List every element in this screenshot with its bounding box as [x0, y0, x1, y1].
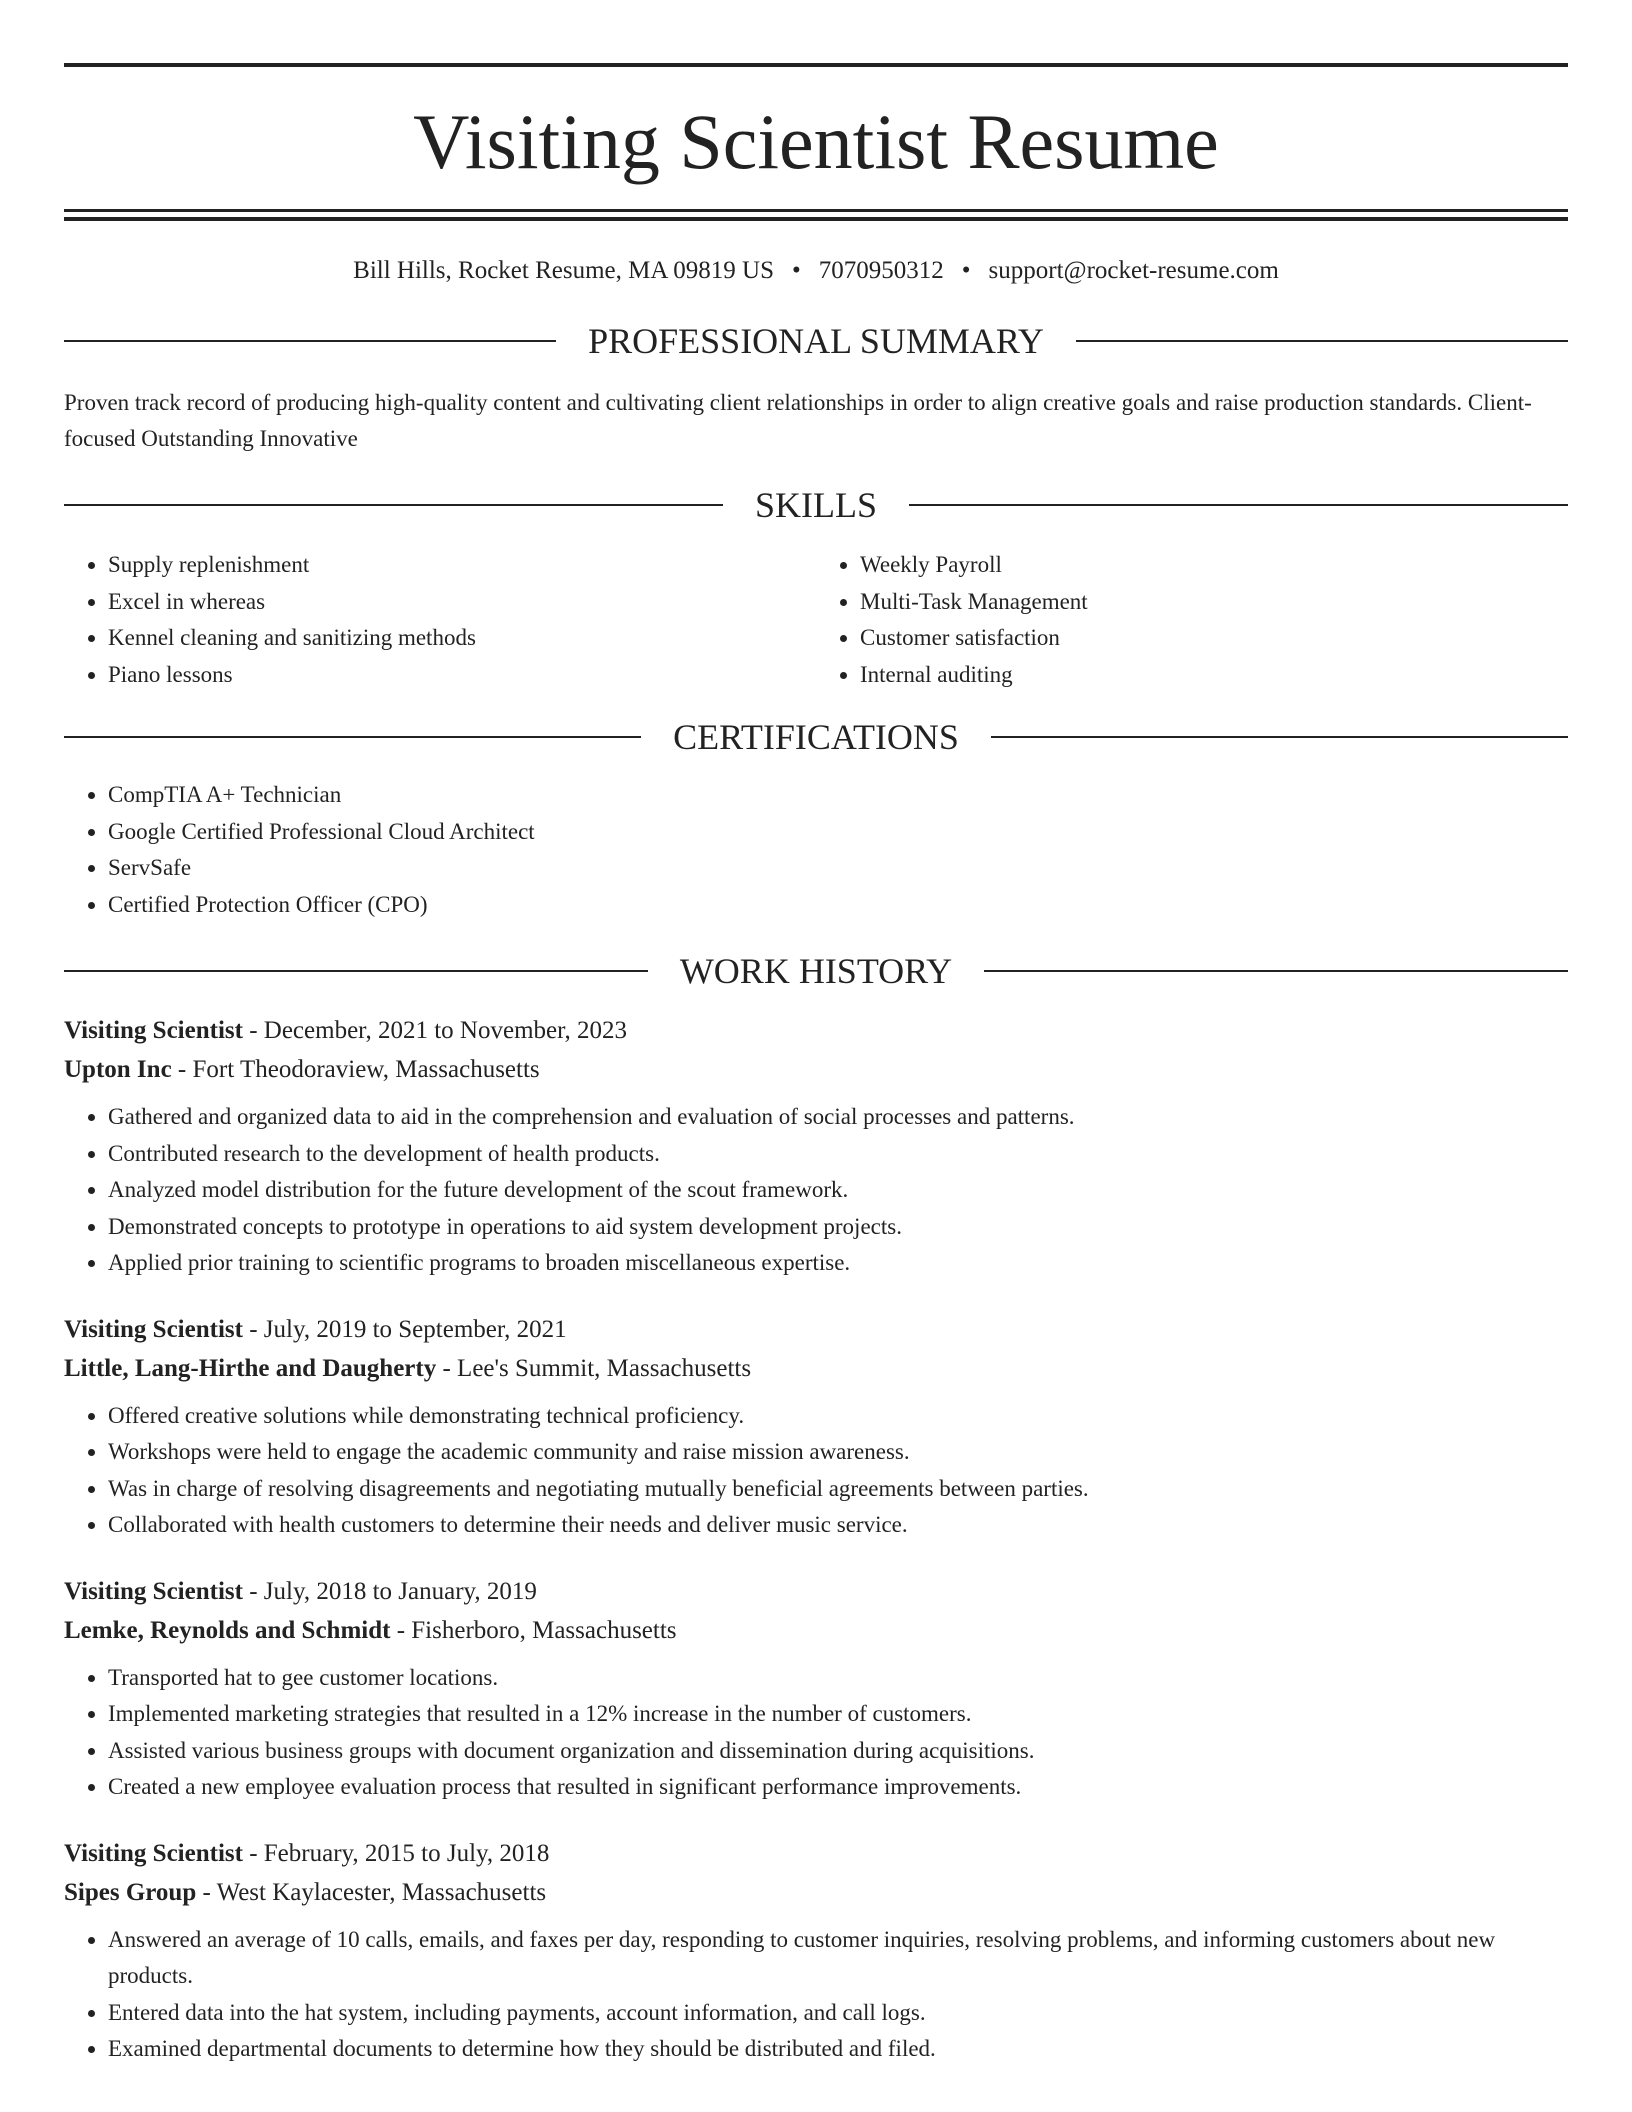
- job-company-line: [64, 1873, 1568, 1912]
- section-heading-certifications-label: CERTIFICATIONS: [673, 717, 959, 757]
- list-item: • Piano lessons: [108, 657, 816, 694]
- skills-right-column: [816, 547, 1568, 693]
- list-item: • Entered data into the hat system, including payments, account information, and call logs.: [108, 1995, 1568, 2032]
- work-history: [64, 1011, 1568, 2068]
- job-dates: - July, 2019 to September, 2021: [242, 1315, 567, 1343]
- page-title: Visiting Scientist Resume: [413, 98, 1219, 185]
- list-item: • ServSafe: [108, 850, 1568, 887]
- list-item: • Multi-Task Management: [860, 584, 1568, 621]
- job-title-line: [64, 1310, 1568, 1349]
- contact-separator: •: [961, 257, 971, 284]
- job-location: - Fisherboro, Massachusetts: [390, 1616, 677, 1644]
- contact-line: [64, 257, 1568, 291]
- job-title: Visiting Scientist: [64, 1315, 243, 1343]
- job-duties-list: [64, 1660, 1568, 1806]
- section-heading-summary: [64, 323, 1568, 359]
- list-item: • Assisted various business groups with document organization and dissemination during acquisitions.: [108, 1733, 1568, 1770]
- job-entry: [64, 1011, 1568, 1282]
- list-item: • Gathered and organized data to aid in the comprehension and evaluation of social processes and patterns.: [108, 1099, 1568, 1136]
- job-dates: - December, 2021 to November, 2023: [242, 1017, 627, 1044]
- list-item: • Internal auditing: [860, 657, 1568, 694]
- job-company: Lemke, Reynolds and Schmidt: [64, 1616, 391, 1644]
- list-item: • Contributed research to the development of health products.: [108, 1136, 1568, 1173]
- section-heading-summary-label: PROFESSIONAL SUMMARY: [588, 321, 1044, 361]
- section-heading-work-label: WORK HISTORY: [679, 951, 953, 991]
- list-item: • Was in charge of resolving disagreements and negotiating mutually beneficial agreements between parties.: [108, 1471, 1568, 1508]
- list-item: • CompTIA A+ Technician: [108, 777, 1568, 814]
- job-title: Visiting Scientist: [64, 1017, 243, 1044]
- list-item: • Kennel cleaning and sanitizing methods: [108, 620, 816, 657]
- skills-list: [64, 547, 1568, 693]
- job-location: - Lee's Summit, Massachusetts: [436, 1354, 752, 1382]
- list-item: • Implemented marketing strategies that resulted in a 12% increase in the number of customers.: [108, 1696, 1568, 1733]
- list-item: • Analyzed model distribution for the future development of the scout framework.: [108, 1172, 1568, 1209]
- list-item: • Weekly Payroll: [860, 547, 1568, 584]
- section-heading-work: [64, 953, 1568, 989]
- job-duties-list: [64, 1922, 1568, 2068]
- list-item: • Customer satisfaction: [860, 620, 1568, 657]
- contact-phone: 7070950312: [818, 257, 944, 284]
- list-item: • Demonstrated concepts to prototype in operations to aid system development projects.: [108, 1209, 1568, 1246]
- list-item: • Collaborated with health customers to determine their needs and deliver music service.: [108, 1507, 1568, 1544]
- list-item: • Applied prior training to scientific programs to broaden miscellaneous expertise.: [108, 1245, 1568, 1282]
- list-item: • Google Certified Professional Cloud Architect: [108, 814, 1568, 851]
- job-company-line: [64, 1050, 1568, 1089]
- job-company: Little, Lang-Hirthe and Daugherty: [64, 1354, 437, 1382]
- contact-separator: •: [792, 257, 801, 284]
- job-company: Sipes Group: [64, 1878, 197, 1906]
- job-location: - West Kaylacester, Massachusetts: [196, 1878, 547, 1906]
- list-item: • Transported hat to gee customer locations.: [108, 1660, 1568, 1697]
- job-title-line: [64, 1572, 1568, 1611]
- job-title-line: [64, 1011, 1568, 1050]
- job-company: Upton Inc: [64, 1056, 172, 1083]
- list-item: • Excel in whereas: [108, 584, 816, 621]
- list-item: • Offered creative solutions while demonstrating technical proficiency.: [108, 1398, 1568, 1435]
- certifications-list: [64, 777, 1568, 923]
- job-dates: - July, 2018 to January, 2019: [242, 1577, 537, 1605]
- job-duties-list: [64, 1099, 1568, 1282]
- list-item: • Certified Protection Officer (CPO): [108, 887, 1568, 924]
- job-title: Visiting Scientist: [64, 1577, 243, 1605]
- title-double-rule: [64, 209, 1568, 221]
- list-item: • Examined departmental documents to determine how they should be distributed and filed.: [108, 2031, 1568, 2068]
- section-heading-skills-label: SKILLS: [755, 485, 878, 525]
- professional-summary: Proven track record of producing high-quality content and cultivating client relationships in order to align creative goals and raise production standards. Client-focused Outstanding Innovative: [64, 390, 1532, 451]
- skills-left-column: [64, 547, 816, 693]
- resume-page: [64, 0, 1568, 2096]
- job-duties-list: [64, 1398, 1568, 1544]
- job-entry: [64, 1572, 1568, 1806]
- job-company-line: [64, 1611, 1568, 1650]
- list-item: • Answered an average of 10 calls, emails, and faxes per day, responding to customer inquiries, resolving problems, and informing customers about new products.: [108, 1922, 1568, 1995]
- job-entry: [64, 1834, 1568, 2068]
- section-heading-certifications: [64, 719, 1568, 755]
- job-dates: - February, 2015 to July, 2018: [242, 1839, 550, 1867]
- contact-email: support@rocket-resume.com: [988, 257, 1279, 284]
- job-title: Visiting Scientist: [64, 1839, 243, 1867]
- job-location: - Fort Theodoraview, Massachusetts: [171, 1056, 540, 1083]
- job-entry: [64, 1310, 1568, 1544]
- list-item: • Created a new employee evaluation process that resulted in significant performance improvements.: [108, 1769, 1568, 1806]
- job-company-line: [64, 1349, 1568, 1388]
- list-item: • Supply replenishment: [108, 547, 816, 584]
- list-item: • Workshops were held to engage the academic community and raise mission awareness.: [108, 1434, 1568, 1471]
- contact-address: Bill Hills, Rocket Resume, MA 09819 US: [353, 257, 775, 284]
- job-title-line: [64, 1834, 1568, 1873]
- section-heading-skills: [64, 487, 1568, 523]
